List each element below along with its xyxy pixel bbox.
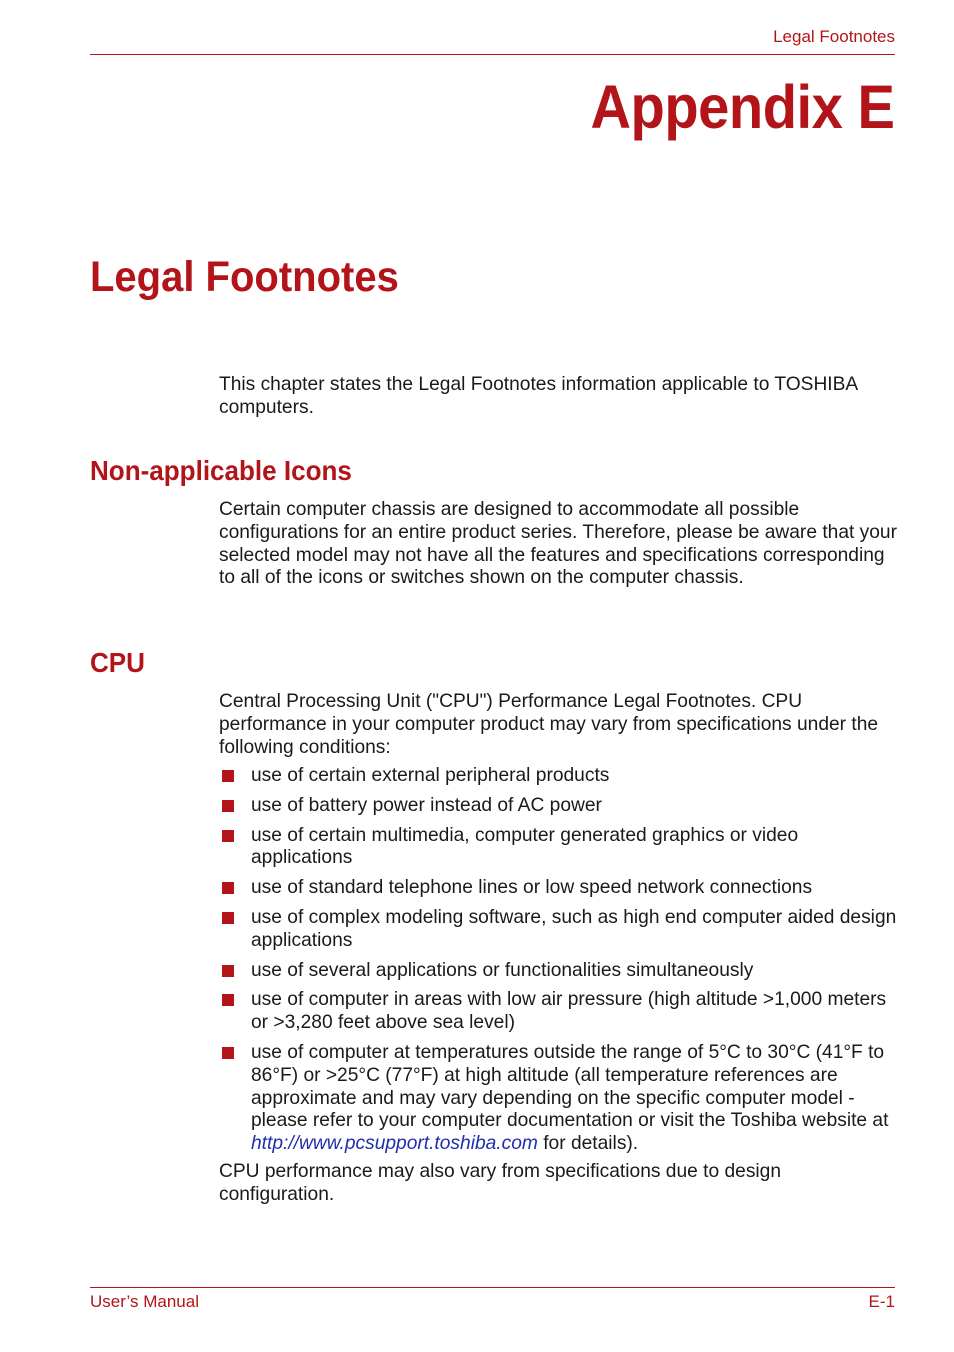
list-item [219, 1042, 899, 1156]
running-header-title: Legal Footnotes [773, 27, 895, 46]
list-item-text: use of certain external peripheral products [251, 765, 610, 786]
list-item-text: use of certain multimedia, computer generated graphics or video applications [251, 824, 799, 869]
cpu-intro-paragraph: Central Processing Unit ("CPU") Performance Legal Footnotes. CPU performance in your computer product may vary from specifications under the following conditions: [219, 691, 879, 758]
list-item [219, 765, 899, 788]
list-item-text: use of several applications or functionalities simultaneously [251, 959, 754, 981]
square-bullet-icon [222, 1047, 234, 1059]
square-bullet-icon [222, 912, 234, 924]
square-bullet-icon [222, 800, 234, 812]
toshiba-support-link[interactable]: http://www.pcsupport.toshiba.com [251, 1133, 538, 1155]
intro-paragraph: This chapter states the Legal Footnotes information applicable to TOSHIBA computers. [219, 374, 858, 418]
square-bullet-icon [222, 965, 234, 977]
appendix-label: Appendix E [590, 73, 895, 141]
cpu-conditions-list [219, 765, 899, 1163]
footer-rule [90, 1287, 895, 1288]
list-item-text: use of complex modeling software, such as high end computer aided design applications [251, 906, 897, 951]
list-item [219, 989, 899, 1035]
list-item-text-after-link: for details). [537, 1133, 639, 1155]
header-rule [90, 54, 895, 55]
list-item-text: use of standard telephone lines or low speed network connections [251, 877, 813, 899]
square-bullet-icon [222, 830, 234, 842]
non-applicable-icons-paragraph: Certain computer chassis are designed to accommodate all possible configurations for an entire product series. Therefore, please be aware that your selected model may not have all the features and specifications corresponding to all of the icons or switches shown on the computer chassis. [219, 499, 897, 589]
list-item [219, 795, 899, 818]
cpu-closing-paragraph: CPU performance may also vary from specifications due to design configuration. [219, 1161, 782, 1205]
list-item-text: use of computer in areas with low air pressure (high altitude >1,000 meters or >3,280 feet above sea level) [251, 989, 887, 1034]
list-item [219, 825, 899, 871]
list-item [219, 907, 899, 953]
square-bullet-icon [222, 770, 234, 782]
list-item [219, 877, 899, 900]
section-heading-non-applicable-icons: Non-applicable Icons [90, 455, 352, 486]
footer-manual-title: User’s Manual [90, 1292, 199, 1311]
list-item-text: use of battery power instead of AC power [251, 794, 602, 816]
footer-page-number: E-1 [868, 1292, 895, 1311]
list-item [219, 960, 899, 983]
section-heading-cpu: CPU [90, 647, 145, 678]
chapter-title: Legal Footnotes [90, 253, 399, 301]
list-item-text-before-link: use of computer at temperatures outside the range of 5°C to 30°C (41°F to 86°F) or >25°C (77°F) at high altitude (all temperature references are approximate and may vary depending on the specific computer model - please refer to your computer documentation or visit the Toshiba website at [251, 1041, 889, 1132]
square-bullet-icon [222, 994, 234, 1006]
square-bullet-icon [222, 882, 234, 894]
